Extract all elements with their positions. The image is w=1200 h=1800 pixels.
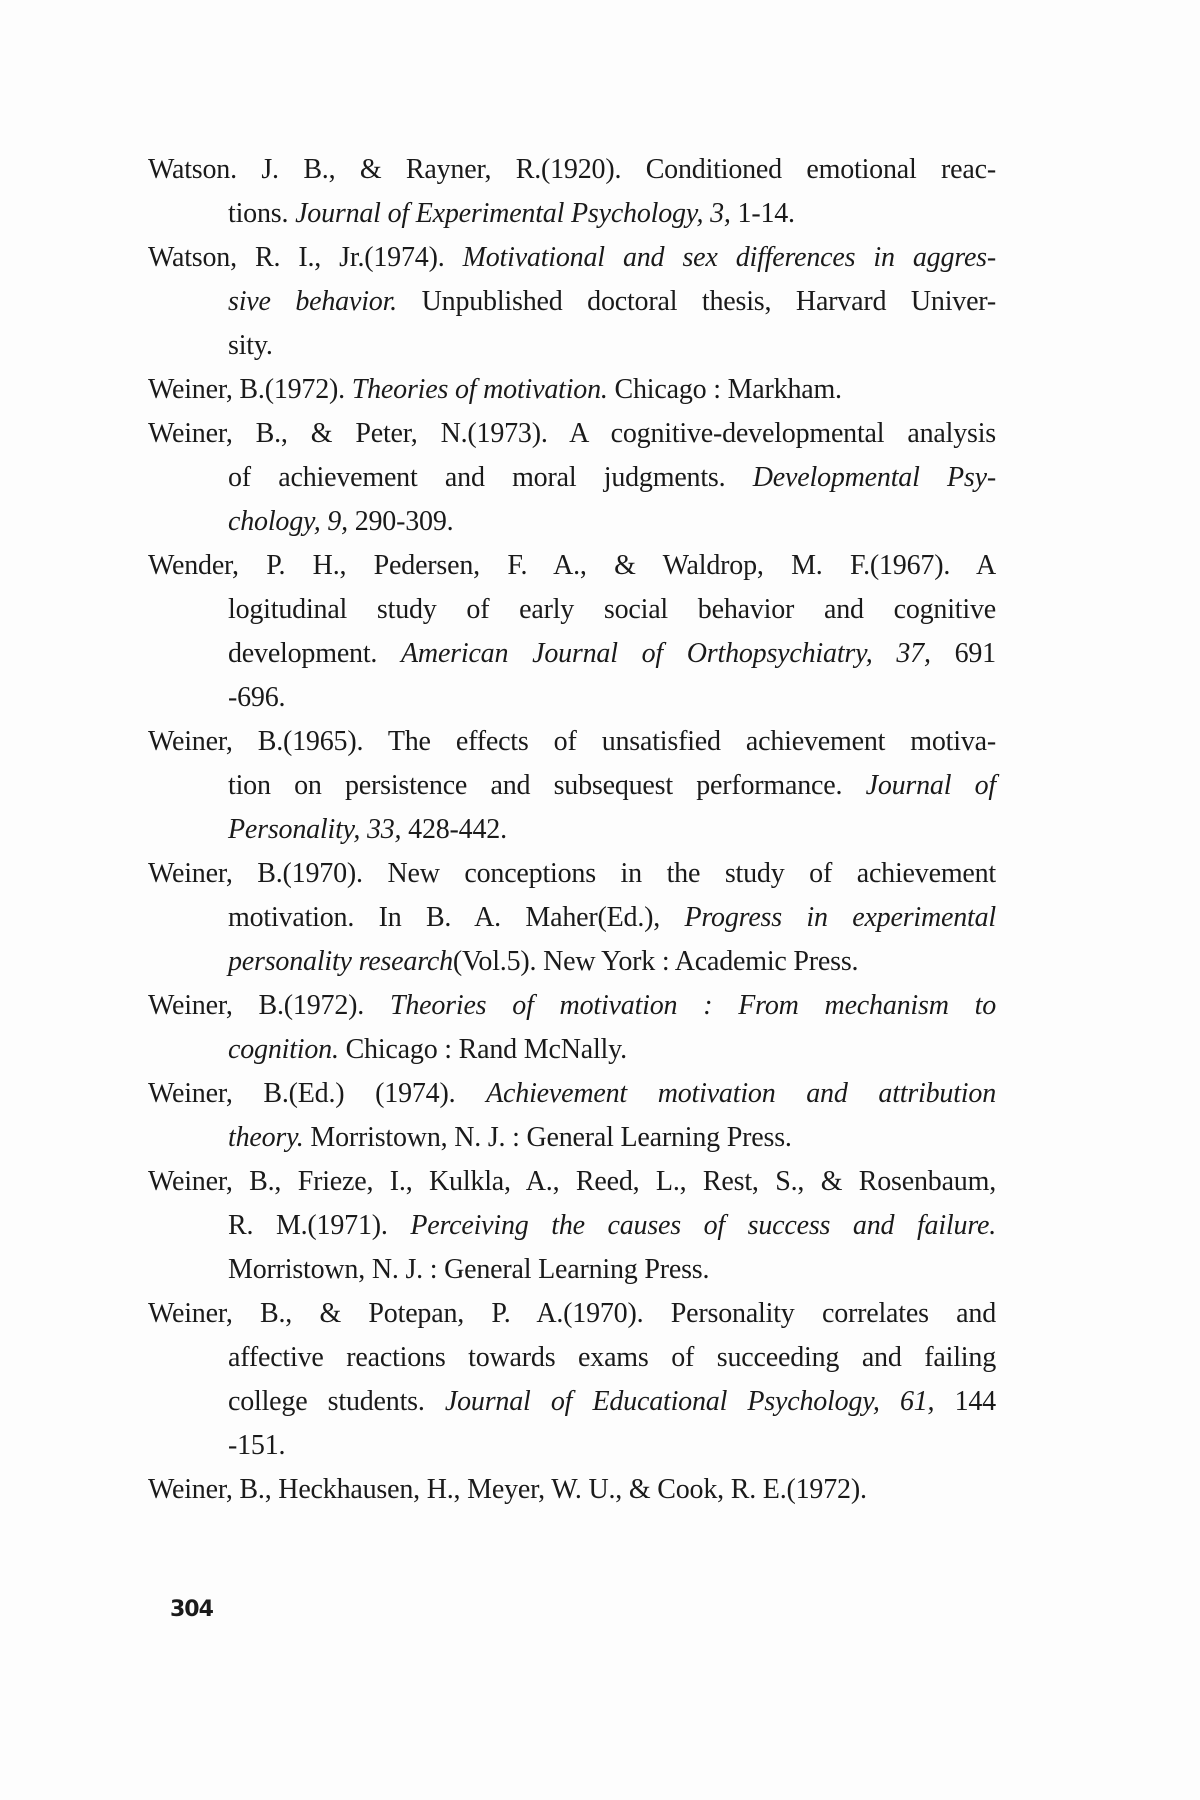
reference-text: 290-309. — [347, 506, 454, 537]
reference-text: -151. — [228, 1430, 286, 1461]
reference-line — [148, 720, 996, 764]
reference-line — [148, 896, 996, 940]
reference-line — [148, 324, 996, 368]
reference-line — [148, 852, 996, 896]
reference-text: R. M.(1971). — [228, 1210, 411, 1241]
reference-entry — [148, 852, 996, 984]
reference-text: 1-14. — [730, 198, 795, 229]
reference-line — [148, 1248, 996, 1292]
reference-text: Weiner, B., Heckhausen, H., Meyer, W. U., & Cook, R. E.(1972). — [148, 1474, 867, 1505]
reference-line — [148, 368, 996, 412]
reference-line — [148, 1028, 996, 1072]
reference-line — [148, 1468, 996, 1512]
italic-title-text: Developmental Psy- — [752, 462, 996, 493]
reference-text: Watson. J. B., & Rayner, R.(1920). Conditioned emotional reac- — [148, 154, 996, 185]
reference-entry — [148, 368, 996, 412]
reference-text: (Vol.5). New York : Academic Press. — [452, 946, 859, 977]
italic-title-text: Journal of — [865, 770, 996, 801]
reference-text: development. — [228, 638, 402, 669]
italic-title-text: Theories of motivation : From mechanism to — [389, 990, 997, 1021]
reference-text: -696. — [228, 682, 286, 713]
reference-line — [148, 1072, 996, 1116]
reference-text: 428-442. — [401, 814, 507, 845]
reference-text: sity. — [228, 330, 273, 361]
reference-text: motivation. In B. A. Maher(Ed.), — [228, 902, 685, 933]
italic-title-text: Personality, 33, — [228, 814, 402, 845]
italic-title-text: Achievement motivation and attribution — [486, 1078, 996, 1109]
reference-text: tions. — [228, 198, 296, 229]
page-number: 304 — [170, 1597, 213, 1622]
reference-line — [148, 1336, 996, 1380]
italic-title-text: Theories of motivation. — [351, 374, 608, 405]
reference-line — [148, 984, 996, 1028]
reference-line — [148, 1380, 996, 1424]
reference-list — [148, 148, 996, 1512]
reference-text: Chicago : Markham. — [607, 374, 842, 405]
italic-title-text: Journal of Experimental Psychology, 3, — [295, 198, 731, 229]
reference-text: Weiner, B.(1965). The effects of unsatisfied achievement motiva- — [148, 726, 996, 757]
reference-text: 144 — [934, 1386, 996, 1417]
reference-text: Weiner, B.(1972). — [148, 990, 390, 1021]
reference-text: Morristown, N. J. : General Learning Press. — [303, 1122, 792, 1153]
reference-text: Weiner, B.(Ed.) (1974). — [148, 1078, 487, 1109]
italic-title-text: American Journal of Orthopsychiatry, 37, — [401, 638, 931, 669]
reference-text: affective reactions towards exams of succeeding and failing — [228, 1342, 996, 1373]
reference-line — [148, 808, 996, 852]
reference-text: tion on persistence and subsequest performance. — [228, 770, 866, 801]
reference-line — [148, 1116, 996, 1160]
reference-entry — [148, 1292, 996, 1468]
reference-entry — [148, 1072, 996, 1160]
reference-text: Weiner, B.(1972). — [148, 374, 352, 405]
italic-title-text: theory. — [228, 1122, 304, 1153]
reference-entry — [148, 1160, 996, 1292]
italic-title-text: chology, 9, — [228, 506, 348, 537]
reference-line — [148, 940, 996, 984]
reference-entry — [148, 412, 996, 544]
italic-title-text: Journal of Educational Psychology, 61, — [444, 1386, 935, 1417]
reference-entry — [148, 148, 996, 236]
reference-text: Chicago : Rand McNally. — [338, 1034, 627, 1065]
reference-entry — [148, 1468, 996, 1512]
reference-line — [148, 1292, 996, 1336]
reference-text: college students. — [228, 1386, 445, 1417]
reference-text: of achievement and moral judgments. — [228, 462, 753, 493]
italic-title-text: Progress in experimental — [684, 902, 996, 933]
reference-line — [148, 632, 996, 676]
reference-line — [148, 236, 996, 280]
reference-line — [148, 1160, 996, 1204]
reference-text: Weiner, B., & Potepan, P. A.(1970). Personality correlates and — [148, 1298, 996, 1329]
reference-line — [148, 764, 996, 808]
reference-line — [148, 456, 996, 500]
reference-line — [148, 280, 996, 324]
reference-line — [148, 412, 996, 456]
italic-title-text: cognition. — [228, 1034, 339, 1065]
italic-title-text: sive behavior. — [228, 286, 397, 317]
reference-text: Morristown, N. J. : General Learning Press. — [228, 1254, 710, 1285]
italic-title-text: Perceiving the causes of success and failure. — [410, 1210, 997, 1241]
reference-line — [148, 500, 996, 544]
reference-text: Weiner, B.(1970). New conceptions in the study of achievement — [148, 858, 996, 889]
reference-line — [148, 1204, 996, 1248]
reference-entry — [148, 720, 996, 852]
reference-text: Wender, P. H., Pedersen, F. A., & Waldrop, M. F.(1967). A — [148, 550, 996, 581]
reference-text: Weiner, B., & Peter, N.(1973). A cognitive-developmental analysis — [148, 418, 996, 449]
reference-line — [148, 544, 996, 588]
reference-line — [148, 1424, 996, 1468]
reference-text: Weiner, B., Frieze, I., Kulkla, A., Reed, L., Rest, S., & Rosenbaum, — [148, 1166, 996, 1197]
reference-line — [148, 192, 996, 236]
reference-text: 691 — [930, 638, 996, 669]
italic-title-text: Motivational and sex differences in aggres- — [462, 242, 996, 273]
reference-text: Watson, R. I., Jr.(1974). — [148, 242, 463, 273]
reference-entry — [148, 984, 996, 1072]
reference-text: logitudinal study of early social behavior and cognitive — [228, 594, 996, 625]
italic-title-text: personality research — [228, 946, 453, 977]
reference-line — [148, 588, 996, 632]
reference-line — [148, 148, 996, 192]
reference-entry — [148, 236, 996, 368]
reference-text: Unpublished doctoral thesis, Harvard Univer- — [397, 286, 996, 317]
reference-line — [148, 676, 996, 720]
reference-entry — [148, 544, 996, 720]
